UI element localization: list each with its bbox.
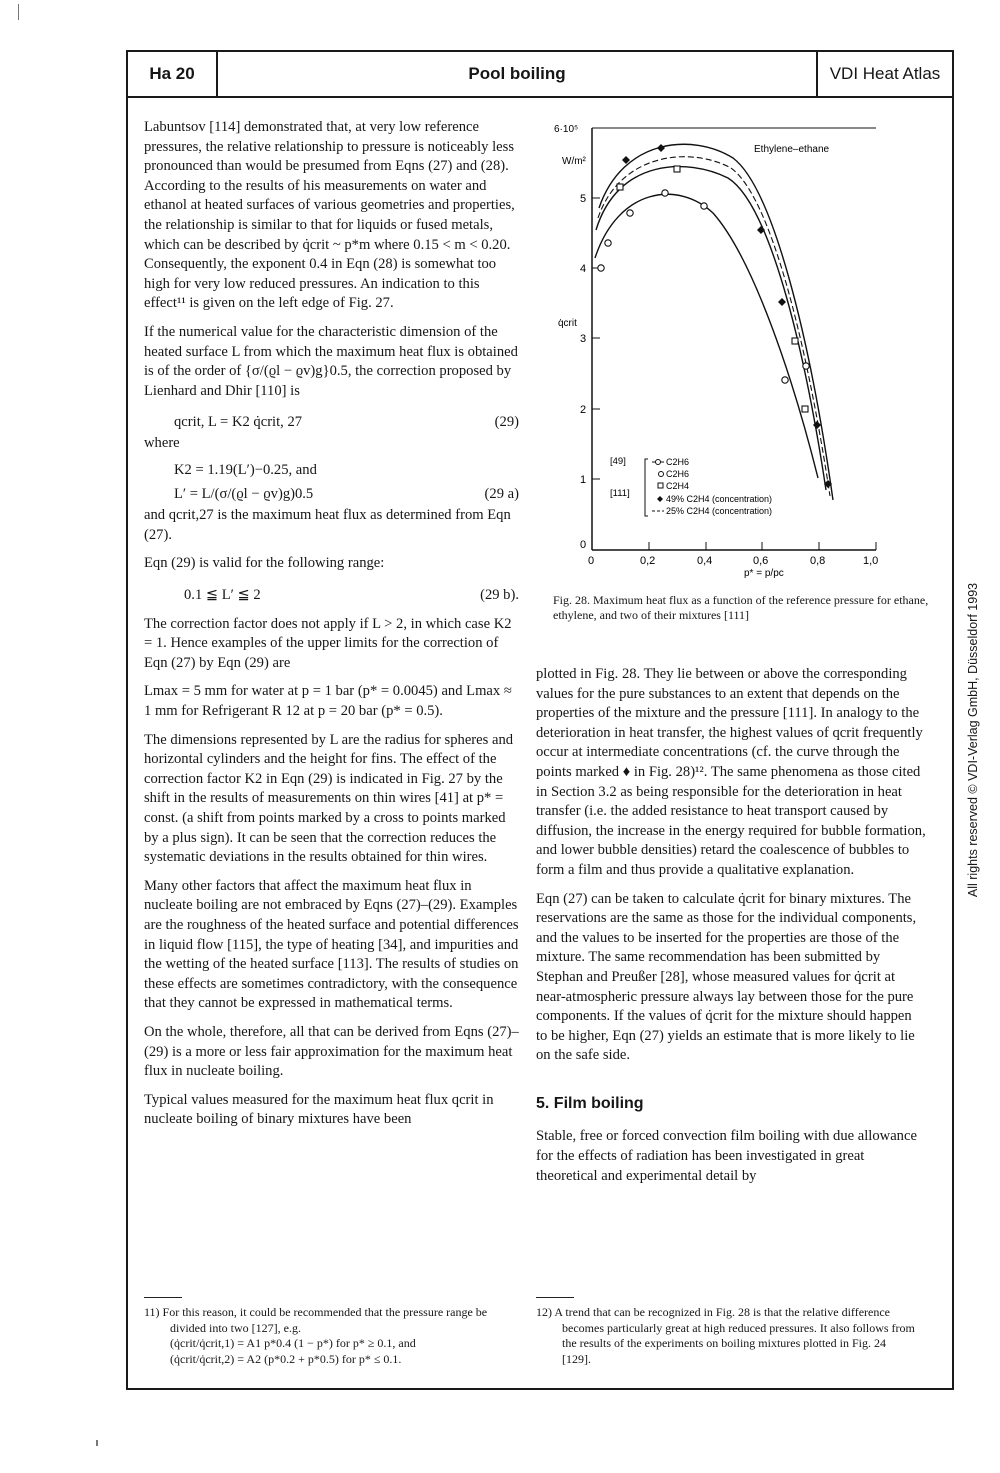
y-tick-label: 0 xyxy=(580,539,587,551)
legend-label: 49% C2H4 (concentration) xyxy=(666,494,773,504)
paragraph: If the numerical value for the characteristic dimension of the heated surface L from which the maximum heat flux is obtained is of the order of {σ/(ϱl − ϱv)g}0.5, the correction proposed by Lienhard and Dhir [110] is xyxy=(144,323,518,399)
equation-29a xyxy=(144,482,519,506)
equation-expression: K2 = 1.19(L′)−0.25, and xyxy=(174,461,317,478)
paragraph: The dimensions represented by L are the radius for spheres and horizontal cylinders and the height for fins. The effect of the correction factor K2 in Eqn (29) is indicated in Fig. 27 by the shift in the results of measurements on thin wires [41] at p* = const. (a shift from points marked by a cross to points marked by a plus sign). It can be seen that the correction reduces the systematic deviations in the results obtained for thin wires. xyxy=(144,731,514,866)
y-tick-label: 1 xyxy=(580,474,587,486)
x-tick-label: 0,8 xyxy=(810,555,826,567)
equation-number: (29) xyxy=(494,414,519,431)
legend-item-c2h6-b xyxy=(659,469,690,479)
scan-dot-mark xyxy=(96,1440,98,1446)
y-top-label: 6·10⁵ xyxy=(554,124,579,135)
x-tick-label: 0,4 xyxy=(697,555,713,567)
equation-number: (29 b). xyxy=(480,586,519,603)
section-heading: 5. Film boiling xyxy=(536,1094,644,1112)
paragraph: Eqn (29) is valid for the following range: xyxy=(144,555,385,572)
footnote-equation: (q̇crit/q̇crit,1) = A1 p*0.4 (1 − p*) for p* ≥ 0.1, and xyxy=(170,1336,416,1350)
legend-label: C2H6 xyxy=(666,469,690,479)
circle-markers xyxy=(598,190,809,383)
equation-expression: qcrit, L = K2 q̇crit, 27 xyxy=(174,414,303,431)
paragraph: On the whole, therefore, all that can be derived from Eqns (27)–(29) is a more or less fair approximation for the maximum heat flux in nucleate boiling. xyxy=(144,1023,519,1080)
curve-25-percent xyxy=(598,157,830,496)
copyright-text: All rights reserved © VDI-Verlag GmbH, Düsseldorf 1993 xyxy=(966,582,980,898)
footnote-text: 11) For this reason, it could be recommended that the pressure range be divided into two [127], e.g. xyxy=(144,1305,488,1335)
equation-expression: 0.1 ≦ L′ ≦ 2 xyxy=(184,586,261,603)
footnote-11 xyxy=(144,1305,504,1367)
figure-28-plot xyxy=(548,118,938,578)
legend-item-25 xyxy=(652,506,772,516)
y-tick-label: 5 xyxy=(580,193,587,205)
legend-item-49 xyxy=(657,494,772,504)
legend-label: C2H6 xyxy=(666,457,690,467)
footnote-12 xyxy=(536,1305,916,1367)
paragraph: Labuntsov [114] demonstrated that, at very low reference pressures, the relative relationship to pressure is noticeably less pronounced than would be presumed from Eqns (27) and (28). According to the results of his measurements on water and ethanol at heated surfaces of various geometries and properties, the relationship is similar to that for liquids or fused metals, which can be described by q̇crit ~ p*m where 0.15 < m < 0.20. Consequently, the exponent 0.4 in Eqn (28) is somewhat too high for very low reduced pressures. An indication to this effect¹¹ is given on the left edge of Fig. 27. xyxy=(144,119,515,312)
y-tick-label: 4 xyxy=(580,263,587,275)
footnote-rule xyxy=(144,1297,182,1298)
left-column xyxy=(144,118,519,1139)
equation-29 xyxy=(144,410,519,434)
copyright-notice xyxy=(961,560,985,920)
paragraph: The correction factor does not apply if L > 2, in which case K2 = 1. Hence examples of the upper limits for the correction of Eqn (27) by Eqn (29) are xyxy=(144,615,512,671)
where-label: where xyxy=(144,435,180,452)
y-unit-label: W/m² xyxy=(562,156,586,167)
figure-28 xyxy=(548,118,938,578)
scan-edge-mark xyxy=(18,4,19,20)
square-markers xyxy=(617,166,808,412)
legend-ref-49: [49] xyxy=(610,456,626,467)
legend-brace xyxy=(645,459,648,516)
equation-29b xyxy=(144,583,519,607)
curve-49-percent xyxy=(599,144,833,500)
paragraph: and qcrit,27 is the maximum heat flux as determined from Eqn (27). xyxy=(144,506,511,543)
mixture-label: Ethylene–ethane xyxy=(754,144,830,155)
equation-number: (29 a) xyxy=(484,485,519,502)
figure-caption: Fig. 28. Maximum heat flux as a function of the reference pressure for ethane, ethylene, and two of their mixtures [111] xyxy=(553,593,929,622)
curve-c2h6 xyxy=(595,194,818,478)
x-tick-label: 0,6 xyxy=(753,555,769,567)
x-tick-label: 0 xyxy=(588,555,595,567)
y-tick-label: 2 xyxy=(580,404,587,416)
x-axis-label: p* = p/pc xyxy=(744,568,784,578)
y-axis-label: q̇crit xyxy=(558,318,577,329)
footnote-rule xyxy=(536,1297,574,1298)
page-header xyxy=(126,50,954,98)
x-tick-label: 0,2 xyxy=(640,555,656,567)
legend-label: C2H4 xyxy=(666,481,690,491)
page-title: Pool boiling xyxy=(468,64,566,83)
equation-k2 xyxy=(144,458,519,482)
legend-item-c2h4 xyxy=(658,481,689,491)
publication-name: VDI Heat Atlas xyxy=(816,52,952,96)
paragraph: Typical values measured for the maximum heat flux qcrit in nucleate boiling of binary mixtures have been xyxy=(144,1091,494,1128)
section-code: Ha 20 xyxy=(128,52,218,96)
y-tick-label: 3 xyxy=(580,333,587,345)
right-column xyxy=(536,665,926,1195)
legend-label: 25% C2H4 (concentration) xyxy=(666,506,773,516)
legend-item-c2h6-a xyxy=(652,457,689,467)
paragraph: Lmax = 5 mm for water at p = 1 bar (p* = 0.0045) and Lmax ≈ 1 mm for Refrigerant R 12 at p = 20 bar (p* = 0.5). xyxy=(144,683,512,720)
legend-ref-111: [111] xyxy=(610,488,630,499)
paragraph: Many other factors that affect the maximum heat flux in nucleate boiling are not embraced by Eqns (27)–(29). Examples are the roughness of the heated surface and potential differences in liquid flow [115], the type of heating [34], and impurities and the wetting of the heated surface [113]. The results of studies on these effects are sometimes contradictory, with the consequence that they cannot be expressed in mathematical terms. xyxy=(144,877,519,1012)
x-tick-label: 1,0 xyxy=(863,555,879,567)
footnote-text: 12) A trend that can be recognized in Fig. 28 is that the relative difference becomes particularly great at high reduced pressures. It also follows from the results of the experiments on boiling mixtures plotted in Fig. 24 [129]. xyxy=(536,1305,915,1366)
paragraph: plotted in Fig. 28. They lie between or above the corresponding values for the pure substances to an extent that depends on the properties of the mixture and the pressure [111]. In analogy to the deterioration in heat transfer, the highest values of qcrit frequently occur at intermediate concentrations (cf. the curve through the points marked ♦ in Fig. 28)¹². The same phenomena as those cited in Section 3.2 as being responsible for the deterioration in heat transfer (i.e. the added resistance to heat transport caused by diffusion, the increase in the energy required for bubble formation, and lower bubble densities) retard the coalescence of bubbles to form a film and thus provide a qualitative explanation. xyxy=(536,666,926,878)
equation-expression: L′ = L/(σ/(ϱl − ϱv)g)0.5 xyxy=(174,485,314,502)
paragraph: Stable, free or forced convection film boiling with due allowance for the effects of radiation has been investigated in great theoretical and experimental detail by xyxy=(536,1128,917,1184)
footnote-equation: (q̇crit/q̇crit,2) = A2 (p*0.2 + p*0.5) for p* ≤ 0.1. xyxy=(170,1351,402,1366)
paragraph: Eqn (27) can be taken to calculate q̇crit for binary mixtures. The reservations are the same as those for the individual components, and the values to be inserted for the properties are those of the mixture. The same recommendation has been submitted by Stephan and Preußer [28], whose measured values for q̇crit at near-atmospheric pressure always lay between those for the pure components. If the values of q̇crit for the mixture should happen to be higher, Eqn (27) yields an estimate that is more likely to lie on the safe side. xyxy=(536,890,917,1064)
